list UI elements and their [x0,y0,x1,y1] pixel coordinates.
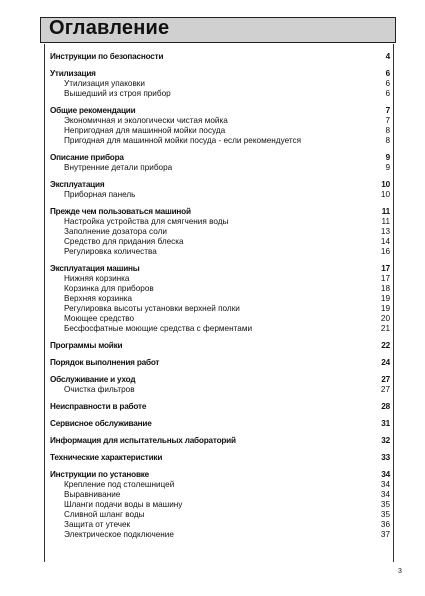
toc-heading-title: Общие рекомендации [50,106,136,115]
toc-entry-title: Моющее средство [64,314,135,323]
toc-heading[interactable] [50,52,390,62]
toc-entry[interactable] [50,247,390,257]
toc-entry-page: 6 [385,89,390,98]
toc-entry-title: Очистка фильтров [64,385,135,394]
toc-entry-title: Защита от утечек [64,520,131,529]
page-number: 3 [398,568,402,575]
toc-entry-title: Выравнивание [64,490,121,499]
toc-heading-page: 22 [381,341,390,350]
toc-entry-page: 37 [380,530,390,539]
toc-entry[interactable] [50,227,390,237]
toc-heading[interactable] [50,207,390,217]
toc-heading-title: Порядок выполнения работ [50,358,160,367]
toc-entry-page: 8 [385,136,390,145]
toc-section [50,52,390,62]
toc-entry-page: 14 [380,237,390,246]
toc-entry-page: 27 [380,385,390,394]
title-bar [40,17,396,43]
toc-heading-page: 34 [381,470,390,479]
toc-heading-title: Обслуживание и уход [50,375,136,384]
toc-heading[interactable] [50,264,390,274]
toc-entry-title: Приборная панель [64,190,136,199]
toc-heading-page: 17 [381,264,390,273]
toc-entry-page: 6 [385,79,390,88]
toc-section [50,341,390,351]
toc-entry[interactable] [50,490,390,500]
toc-section [50,419,390,429]
toc-heading-title: Эксплуатация машины [50,264,140,273]
toc-entry-title: Регулировка высоты установки верхней полки [64,304,240,313]
toc-heading[interactable] [50,153,390,163]
toc-entry-title: Средство для придания блеска [64,237,184,246]
toc-heading[interactable] [50,470,390,480]
table-of-contents [50,52,390,547]
toc-section [50,358,390,368]
toc-entry-page: 21 [380,324,390,333]
toc-section [50,264,390,334]
toc-section [50,69,390,99]
toc-entry-title: Настройка устройства для смягчения воды [64,217,229,226]
toc-entry-page: 8 [385,126,390,135]
toc-heading-title: Эксплуатация [50,180,105,189]
toc-heading-title: Программы мойки [50,341,123,350]
toc-entry[interactable] [50,217,390,227]
toc-section [50,207,390,257]
toc-entry[interactable] [50,304,390,314]
toc-entry[interactable] [50,136,390,146]
toc-heading-title: Прежде чем пользоваться машиной [50,207,191,216]
toc-heading-page: 7 [385,106,390,115]
toc-heading-page: 32 [381,436,390,445]
toc-entry[interactable] [50,530,390,540]
toc-heading-page: 10 [381,180,390,189]
toc-entry-title: Сливной шланг воды [64,510,145,519]
toc-entry-page: 34 [380,480,390,489]
toc-heading-title: Информация для испытательных лабораторий [50,436,236,445]
toc-heading-page: 6 [385,69,390,78]
toc-heading[interactable] [50,419,390,429]
toc-heading[interactable] [50,106,390,116]
toc-entry-page: 35 [380,510,390,519]
toc-section [50,436,390,446]
toc-entry-page: 18 [380,284,390,293]
toc-heading-title: Утилизация [50,69,96,78]
toc-entry[interactable] [50,500,390,510]
toc-heading-page: 31 [381,419,390,428]
toc-entry-title: Утилизация упаковки [64,79,145,88]
toc-section [50,153,390,173]
toc-entry-page: 19 [380,304,390,313]
toc-heading-page: 24 [381,358,390,367]
toc-entry-title: Экономичная и экологически чистая мойка [64,116,228,125]
toc-entry[interactable] [50,190,390,200]
toc-entry-title: Корзинка для приборов [64,284,154,293]
toc-heading[interactable] [50,69,390,79]
toc-entry-title: Шланги подачи воды в машину [64,500,183,509]
toc-entry[interactable] [50,294,390,304]
toc-heading-title: Инструкции по установке [50,470,150,479]
toc-entry-page: 36 [380,520,390,529]
toc-entry-page: 13 [380,227,390,236]
toc-heading-page: 9 [385,153,390,162]
toc-heading-title: Технические характеристики [50,453,163,462]
toc-entry-page: 9 [385,163,390,172]
toc-entry[interactable] [50,163,390,173]
toc-entry-page: 19 [380,294,390,303]
toc-heading-page: 27 [381,375,390,384]
toc-entry-title: Пригодная для машинной мойки посуда - если рекомендуется [64,136,302,145]
toc-entry-title: Крепление под столешницей [64,480,175,489]
toc-entry[interactable] [50,314,390,324]
toc-entry[interactable] [50,126,390,136]
toc-entry[interactable] [50,237,390,247]
toc-entry[interactable] [50,324,390,334]
toc-section [50,453,390,463]
toc-entry-title: Нижняя корзинка [64,274,130,283]
toc-heading-title: Инструкции по безопасности [50,52,164,61]
toc-entry[interactable] [50,480,390,490]
toc-section [50,180,390,200]
toc-entry-title: Регулировка количества [64,247,157,256]
toc-heading-title: Неисправности в работе [50,402,147,411]
toc-entry-title: Верхняя корзинка [64,294,133,303]
toc-heading-title: Описание прибора [50,153,124,162]
toc-section [50,375,390,395]
toc-heading[interactable] [50,453,390,463]
toc-heading[interactable] [50,358,390,368]
toc-heading-page: 11 [381,207,390,216]
toc-entry[interactable] [50,116,390,126]
toc-entry-title: Бесфосфатные моющие средства с ферментами [64,324,253,333]
toc-entry-page: 20 [380,314,390,323]
toc-section [50,470,390,540]
toc-entry[interactable] [50,274,390,284]
toc-heading-page: 4 [385,52,390,61]
toc-heading[interactable] [50,436,390,446]
toc-entry-page: 16 [380,247,390,256]
toc-entry[interactable] [50,510,390,520]
toc-entry[interactable] [50,89,390,99]
toc-entry[interactable] [50,520,390,530]
toc-heading-title: Сервисное обслуживание [50,419,152,428]
toc-entry-page: 11 [381,217,390,226]
toc-entry-title: Непригодная для машинной мойки посуда [64,126,226,135]
toc-heading[interactable] [50,375,390,385]
toc-heading[interactable] [50,180,390,190]
toc-entry[interactable] [50,284,390,294]
toc-entry-title: Электрическое подключение [64,530,174,539]
toc-entry-title: Заполнение дозатора соли [64,227,167,236]
toc-entry-page: 35 [380,500,390,509]
page-title: Оглавление [49,17,170,39]
toc-heading[interactable] [50,341,390,351]
toc-section [50,106,390,146]
toc-heading[interactable] [50,402,390,412]
toc-entry-page: 7 [385,116,390,125]
toc-entry-page: 17 [380,274,390,283]
toc-entry-title: Вышедший из строя прибор [64,89,171,98]
toc-section [50,402,390,412]
toc-heading-page: 28 [381,402,390,411]
toc-entry-title: Внутренние детали прибора [64,163,173,172]
toc-heading-page: 33 [381,453,390,462]
toc-entry-page: 34 [380,490,390,499]
toc-entry-page: 10 [380,190,390,199]
toc-entry[interactable] [50,79,390,89]
toc-entry[interactable] [50,385,390,395]
